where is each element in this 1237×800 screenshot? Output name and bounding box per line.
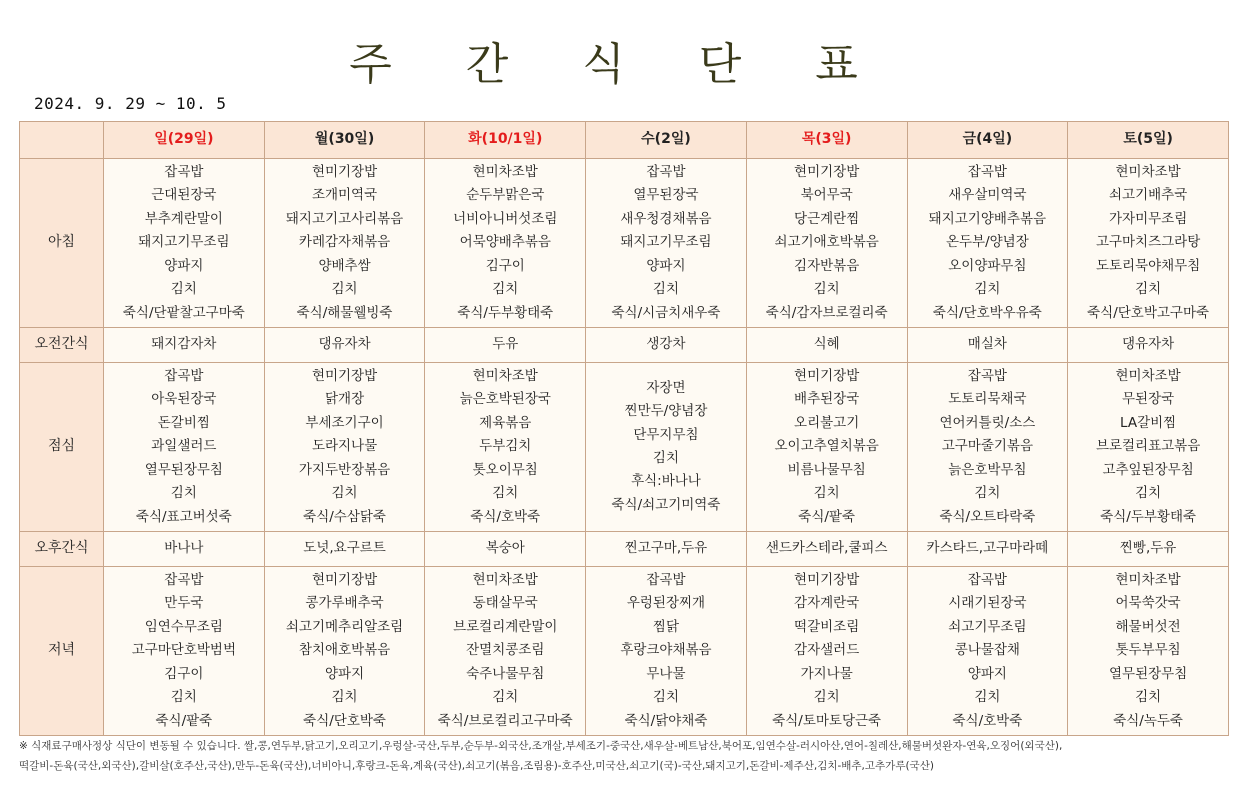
menu-cell xyxy=(104,567,265,736)
menu-item: 죽식/쇠고기미역죽 xyxy=(611,496,721,513)
menu-item: 죽식/브로컬리고구마죽 xyxy=(437,712,573,729)
menu-cell: 찐고구마,두유 xyxy=(586,532,747,567)
menu-item: 김치 xyxy=(652,450,679,466)
menu-item: 브로컬리표고볶음 xyxy=(1095,438,1201,455)
menu-item: 열무된장국 xyxy=(633,187,699,204)
day-header-fri: 금(4일) xyxy=(907,122,1068,159)
breakfast-row xyxy=(20,159,1229,328)
row-label-dinner: 저녁 xyxy=(20,567,104,736)
menu-item: 닭개장 xyxy=(324,391,365,408)
menu-item: 만두국 xyxy=(164,595,204,612)
menu-item: 양파지 xyxy=(324,665,365,682)
day-header-thu: 목(3일) xyxy=(746,122,907,159)
day-header-mon: 월(30일) xyxy=(264,122,425,159)
menu-item: 떡갈비조림 xyxy=(794,618,860,635)
menu-item: 고구마치즈그라탕 xyxy=(1095,234,1201,251)
menu-item: 늙은호박된장국 xyxy=(459,391,551,408)
menu-item: 잡곡밥 xyxy=(967,572,1007,589)
menu-cell: 댕유자차 xyxy=(1068,328,1229,363)
footnote-line-2: 떡갈비-돈육(국산,외국산),갈비살(호주산,국산),만두-돈육(국산),너비아니,후랑크-돈육,계육(국산),쇠고기(볶음,조림용)-호주산,미국산,쇠고기(국)-국산,돼지고기,돈갈비-제주산,김치-배추,고추가루(국산) xyxy=(19,760,934,772)
menu-item: 콩나물잡채 xyxy=(954,642,1020,659)
menu-item: 새우살미역국 xyxy=(948,187,1027,204)
menu-item: 톳오이무침 xyxy=(472,461,538,478)
menu-item: 해물버섯전 xyxy=(1115,618,1181,635)
menu-item: 김치 xyxy=(170,485,197,502)
menu-cell: 바나나 xyxy=(104,532,265,567)
menu-item: 김치 xyxy=(170,689,197,706)
menu-cell: 샌드카스테라,쿨피스 xyxy=(746,532,907,567)
menu-item: 자장면 xyxy=(646,379,686,396)
menu-item: 김치 xyxy=(492,281,519,298)
menu-item: 죽식/호박죽 xyxy=(470,508,541,525)
menu-item: 죽식/시금치새우죽 xyxy=(611,304,721,321)
menu-item: 현미차조밥 xyxy=(1115,164,1181,181)
menu-item: 돼지고기고사리볶음 xyxy=(285,210,404,227)
menu-item: 잡곡밥 xyxy=(164,572,204,589)
menu-cell xyxy=(1068,159,1229,328)
menu-item: LA갈비찜 xyxy=(1120,414,1177,431)
menu-item: 후식:바나나 xyxy=(631,473,701,490)
row-label-breakfast: 아침 xyxy=(20,159,104,328)
menu-cell xyxy=(586,567,747,736)
menu-item: 부추계란말이 xyxy=(144,210,223,227)
menu-item: 잔멸치콩조림 xyxy=(466,642,545,659)
menu-item: 당근계란찜 xyxy=(794,210,860,227)
menu-item: 현미차조밥 xyxy=(472,572,538,589)
menu-item: 도토리묵야채무침 xyxy=(1095,257,1201,274)
afternoon-snack-row xyxy=(20,532,1229,567)
day-header-tue: 화(10/1일) xyxy=(425,122,586,159)
menu-item: 제육볶음 xyxy=(479,414,532,431)
menu-item: 어묵쑥갓국 xyxy=(1115,595,1181,612)
menu-item: 돼지고기무조림 xyxy=(620,234,712,251)
menu-item: 김치 xyxy=(974,485,1001,502)
menu-item: 죽식/두부황태죽 xyxy=(1100,508,1197,525)
menu-item: 죽식/오트타락죽 xyxy=(939,508,1036,525)
menu-cell xyxy=(264,159,425,328)
page-title: 주 간 식 단 표 xyxy=(349,39,888,90)
menu-cell: 카스타드,고구마라떼 xyxy=(907,532,1068,567)
menu-item: 참치애호박볶음 xyxy=(298,642,391,659)
menu-item: 고구마줄기볶음 xyxy=(941,438,1034,455)
menu-item: 북어무국 xyxy=(800,187,853,204)
footnote-line-1: ※ 식재료구매사정상 식단이 변동될 수 있습니다. 쌀,콩,연두부,닭고기,오리고기,우렁살-국산,두부,순두부-외국산,조개살,부세조기-중국산,새우살-베트남산,북어포,임연수살-러시아산,연어-칠레산,해물버섯완자-연육,오징어(외국산), xyxy=(19,740,1063,752)
menu-item: 부세조기구이 xyxy=(305,414,384,431)
menu-item: 잡곡밥 xyxy=(164,368,204,385)
menu-cell: 복숭아 xyxy=(425,532,586,567)
menu-item: 열무된장무침 xyxy=(144,461,223,478)
menu-item: 조개미역국 xyxy=(311,187,378,204)
menu-item: 찜닭 xyxy=(652,618,679,635)
menu-item: 돈갈비찜 xyxy=(157,414,210,431)
menu-item: 늙은호박무침 xyxy=(948,461,1027,478)
menu-cell: 찐빵,두유 xyxy=(1068,532,1229,567)
menu-item: 고추잎된장무침 xyxy=(1102,461,1194,478)
menu-item: 고구마단호박범벅 xyxy=(131,642,237,659)
menu-cell xyxy=(1068,363,1229,532)
menu-item: 아욱된장국 xyxy=(151,391,217,408)
menu-cell xyxy=(586,159,747,328)
day-header-row xyxy=(20,122,1229,159)
menu-item: 김치 xyxy=(170,281,197,298)
menu-item: 무나물 xyxy=(646,665,686,682)
morning-snack-row xyxy=(20,328,1229,363)
menu-item: 잡곡밥 xyxy=(164,164,204,181)
menu-item: 찐만두/양념장 xyxy=(624,403,708,420)
menu-item: 김치 xyxy=(331,485,358,502)
menu-item: 어묵양배추볶음 xyxy=(459,234,551,251)
menu-cell: 댕유자차 xyxy=(264,328,425,363)
day-header-sat: 토(5일) xyxy=(1068,122,1229,159)
menu-cell: 두유 xyxy=(425,328,586,363)
menu-item: 감자계란국 xyxy=(794,595,860,612)
menu-item: 죽식/토마토당근죽 xyxy=(772,712,882,729)
menu-item: 김치 xyxy=(974,281,1001,298)
menu-item: 양배추쌈 xyxy=(318,257,371,274)
menu-item: 가자미무조림 xyxy=(1108,210,1188,227)
menu-item: 우렁된장찌개 xyxy=(626,595,706,612)
menu-item: 죽식/단호박고구마죽 xyxy=(1087,304,1210,321)
menu-item: 양파지 xyxy=(164,257,204,274)
menu-item: 죽식/해물웰빙죽 xyxy=(296,304,393,321)
menu-item: 연어커틀릿/소스 xyxy=(939,414,1036,431)
menu-item: 과일샐러드 xyxy=(151,438,217,455)
menu-item: 오이양파무침 xyxy=(948,257,1027,274)
menu-item: 잡곡밥 xyxy=(646,164,686,181)
menu-cell xyxy=(907,159,1068,328)
menu-item: 가지두반장볶음 xyxy=(298,461,391,478)
menu-item: 잡곡밥 xyxy=(646,572,686,589)
menu-item: 김치 xyxy=(492,485,519,502)
menu-item: 김자반볶음 xyxy=(794,257,860,274)
footnote xyxy=(19,736,1229,776)
menu-item: 양파지 xyxy=(646,257,686,274)
row-label-lunch: 점심 xyxy=(20,363,104,532)
menu-cell xyxy=(746,567,907,736)
menu-item: 현미기장밥 xyxy=(794,368,860,385)
menu-item: 현미차조밥 xyxy=(472,368,538,385)
menu-item: 가지나물 xyxy=(800,665,853,682)
menu-item: 잡곡밥 xyxy=(967,164,1007,181)
menu-item: 죽식/닭야채죽 xyxy=(624,712,708,729)
menu-item: 김치 xyxy=(652,281,679,298)
menu-item: 죽식/단팥찰고구마죽 xyxy=(122,304,245,321)
menu-item: 톳두부무침 xyxy=(1115,642,1181,659)
menu-item: 현미차조밥 xyxy=(1115,572,1181,589)
menu-item: 도라지나물 xyxy=(311,438,378,455)
menu-item: 현미차조밥 xyxy=(472,164,538,181)
lunch-row xyxy=(20,363,1229,532)
menu-item: 죽식/두부황태죽 xyxy=(457,304,554,321)
menu-item: 비름나물무침 xyxy=(787,461,866,478)
menu-cell xyxy=(907,363,1068,532)
menu-period: 2024. 9. 29 ~ 10. 5 xyxy=(34,94,227,113)
menu-item: 김치 xyxy=(974,689,1001,706)
menu-item: 콩가루배추국 xyxy=(305,595,384,612)
menu-cell: 생강차 xyxy=(586,328,747,363)
menu-item: 죽식/감자브로컬리죽 xyxy=(765,304,888,321)
menu-item: 김치 xyxy=(813,281,840,298)
menu-item: 감자샐러드 xyxy=(794,642,860,659)
header-corner xyxy=(20,122,104,159)
menu-cell xyxy=(746,159,907,328)
menu-cell xyxy=(1068,567,1229,736)
menu-item: 열무된장무침 xyxy=(1108,665,1188,682)
menu-item: 돼지고기양배추볶음 xyxy=(928,210,1047,227)
menu-item: 김치 xyxy=(813,689,840,706)
menu-item: 쇠고기메추리알조림 xyxy=(285,618,404,635)
menu-item: 김치 xyxy=(1135,485,1162,502)
menu-item: 브로컬리계란말이 xyxy=(453,618,558,635)
menu-item: 숙주나물무침 xyxy=(466,665,545,682)
day-header-wed: 수(2일) xyxy=(586,122,747,159)
weekly-menu-table xyxy=(19,121,1229,736)
menu-cell xyxy=(586,363,747,532)
menu-item: 현미기장밥 xyxy=(311,368,378,385)
menu-cell xyxy=(104,363,265,532)
menu-item: 오리불고기 xyxy=(794,414,860,431)
menu-item: 현미기장밥 xyxy=(794,572,860,589)
menu-cell: 매실차 xyxy=(907,328,1068,363)
menu-item: 쇠고기배추국 xyxy=(1108,187,1188,204)
menu-item: 후랑크야채볶음 xyxy=(620,642,712,659)
row-label-afternoon-snack: 오후간식 xyxy=(20,532,104,567)
menu-cell xyxy=(264,567,425,736)
menu-item: 김구이 xyxy=(164,665,204,682)
menu-item: 김치 xyxy=(331,689,358,706)
menu-item: 죽식/팥죽 xyxy=(798,508,856,525)
menu-item: 단무지무침 xyxy=(633,426,699,443)
day-header-sun: 일(29일) xyxy=(104,122,265,159)
menu-cell xyxy=(425,363,586,532)
menu-item: 죽식/팥죽 xyxy=(155,712,213,729)
menu-item: 죽식/수삼닭죽 xyxy=(303,508,386,525)
menu-cell: 돼지감자차 xyxy=(104,328,265,363)
menu-cell: 도넛,요구르트 xyxy=(264,532,425,567)
dinner-row xyxy=(20,567,1229,736)
menu-cell: 식혜 xyxy=(746,328,907,363)
menu-cell xyxy=(425,567,586,736)
menu-cell xyxy=(425,159,586,328)
menu-item: 김구이 xyxy=(485,257,525,274)
menu-item: 임연수무조림 xyxy=(144,618,223,635)
menu-item: 김치 xyxy=(1135,689,1162,706)
menu-item: 온두부/양념장 xyxy=(945,234,1029,251)
menu-item: 근대된장국 xyxy=(151,187,217,204)
menu-item: 김치 xyxy=(492,689,519,706)
menu-item: 죽식/호박죽 xyxy=(952,712,1023,729)
menu-item: 김치 xyxy=(813,485,840,502)
menu-item: 김치 xyxy=(331,281,358,298)
menu-item: 죽식/단호박우유죽 xyxy=(932,304,1042,321)
menu-item: 카레감자채볶음 xyxy=(298,234,391,251)
menu-item: 순두부맑은국 xyxy=(466,187,545,204)
menu-cell xyxy=(907,567,1068,736)
menu-item: 현미기장밥 xyxy=(794,164,860,181)
menu-item: 두부김치 xyxy=(479,438,532,455)
menu-item: 죽식/단호박죽 xyxy=(303,712,386,729)
menu-item: 너비아니버섯조림 xyxy=(453,210,558,227)
menu-item: 도토리묵채국 xyxy=(948,391,1027,408)
menu-item: 현미차조밥 xyxy=(1115,368,1181,385)
menu-item: 죽식/표고버섯죽 xyxy=(135,508,232,525)
menu-item: 배추된장국 xyxy=(794,391,860,408)
menu-item: 김치 xyxy=(1135,281,1162,298)
menu-item: 잡곡밥 xyxy=(967,368,1007,385)
menu-item: 오이고추열치볶음 xyxy=(774,438,879,455)
menu-item: 시래기된장국 xyxy=(948,595,1027,612)
menu-item: 쇠고기무조림 xyxy=(948,618,1027,635)
menu-cell xyxy=(104,159,265,328)
menu-item: 쇠고기애호박볶음 xyxy=(774,234,879,251)
menu-item: 양파지 xyxy=(967,665,1007,682)
menu-item: 현미기장밥 xyxy=(311,572,378,589)
menu-item: 새우청경채볶음 xyxy=(620,210,712,227)
row-label-morning-snack: 오전간식 xyxy=(20,328,104,363)
menu-item: 현미기장밥 xyxy=(311,164,378,181)
menu-item: 무된장국 xyxy=(1122,391,1175,408)
menu-item: 동태살무국 xyxy=(472,595,538,612)
menu-cell xyxy=(264,363,425,532)
menu-item: 김치 xyxy=(652,689,679,706)
menu-item: 돼지고기무조림 xyxy=(138,234,230,251)
menu-cell xyxy=(746,363,907,532)
menu-item: 죽식/녹두죽 xyxy=(1113,712,1183,729)
